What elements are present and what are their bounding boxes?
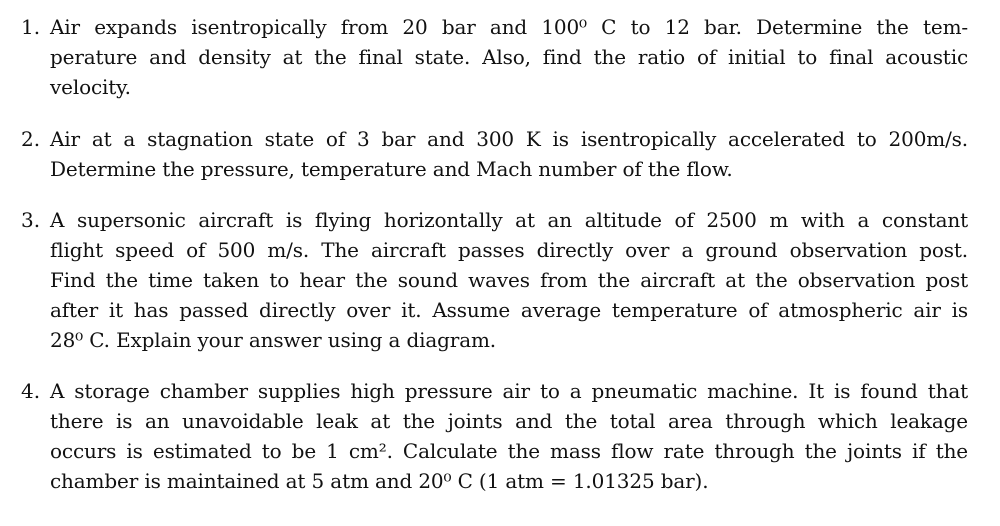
problem-number: 4.: [21, 379, 41, 403]
problem-text-line: A supersonic aircraft is flying horizontally at an altitude of 2500 m with a constant: [50, 208, 968, 232]
problem-text-line: there is an unavoidable leak at the joints and the total area through which leakage: [50, 409, 968, 433]
problem-text-line: Air expands isentropically from 20 bar and 100⁰ C to 12 bar. Determine the tem-: [50, 15, 968, 39]
problem-text-line: 28⁰ C. Explain your answer using a diagram.: [50, 328, 496, 352]
problem-text-line: A storage chamber supplies high pressure air to a pneumatic machine. It is found that: [50, 379, 968, 403]
problem-text-line: Find the time taken to hear the sound waves from the aircraft at the observation post: [50, 268, 968, 292]
problem-text-line: occurs is estimated to be 1 cm². Calculate the mass flow rate through the joints if the: [50, 439, 968, 463]
problem-text-line: Determine the pressure, temperature and Mach number of the flow.: [50, 157, 733, 181]
problem-text-line: velocity.: [50, 75, 131, 99]
problem-text-line: perature and density at the final state. Also, find the ratio of initial to final acoustic: [50, 45, 968, 69]
problem-text-line: flight speed of 500 m/s. The aircraft passes directly over a ground observation post.: [50, 238, 968, 262]
problem-text-line: Air at a stagnation state of 3 bar and 300 K is isentropically accelerated to 200m/s.: [50, 127, 968, 151]
problem-number: 2.: [21, 127, 41, 151]
problem-text-line: after it has passed directly over it. Assume average temperature of atmospheric air is: [50, 298, 968, 322]
problem-text-line: chamber is maintained at 5 atm and 20⁰ C (1 atm = 1.01325 bar).: [50, 469, 709, 493]
problem-number: 3.: [21, 208, 41, 232]
problem-number: 1.: [21, 15, 41, 39]
